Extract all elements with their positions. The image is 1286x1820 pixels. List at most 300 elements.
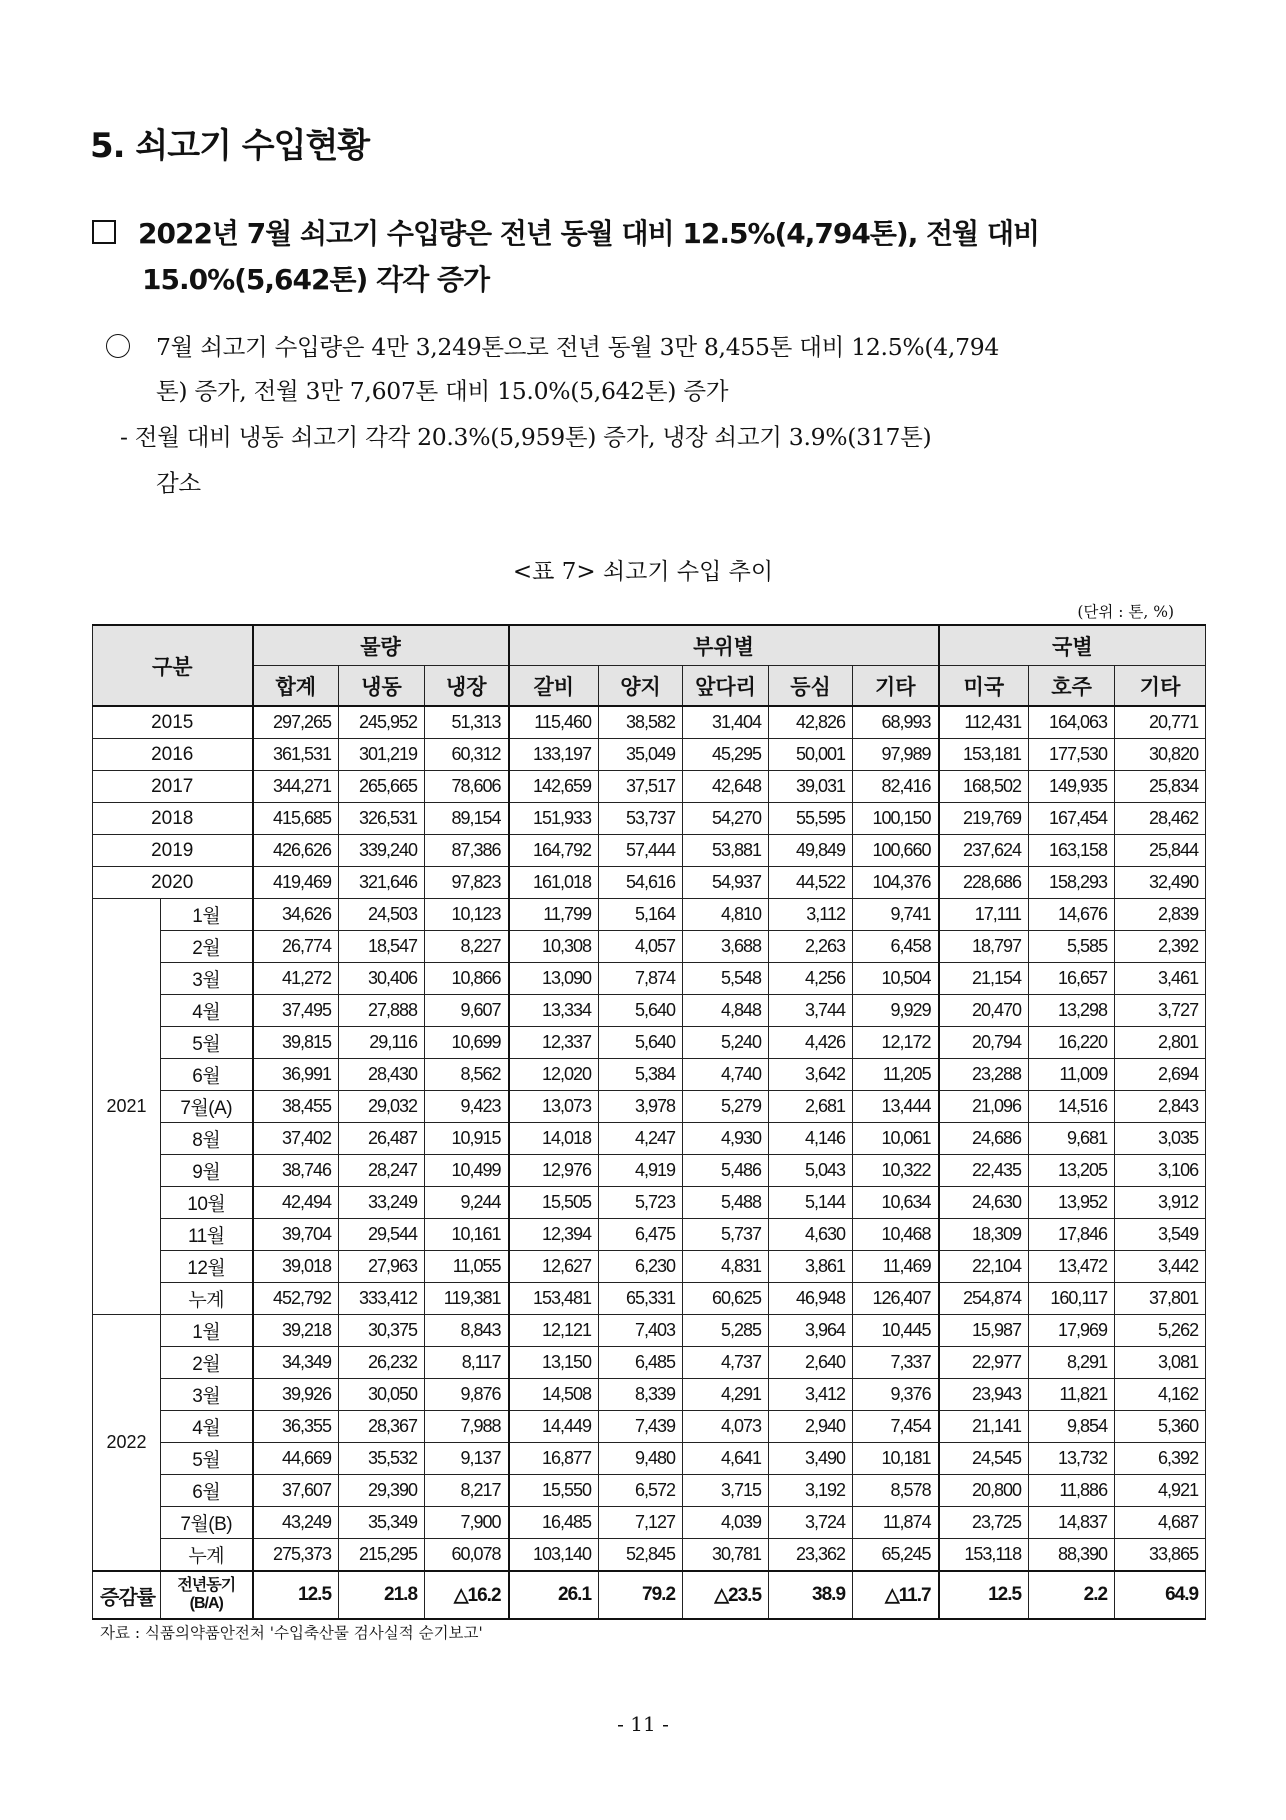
table-caption: <표 7> 쇠고기 수입 추이 (512, 559, 774, 585)
table-cell: 30,820 (1115, 739, 1206, 771)
table-cell: 16,220 (1029, 1027, 1115, 1059)
table-cell: 2.2 (1029, 1571, 1115, 1619)
table-cell: 10,061 (853, 1123, 939, 1155)
table-cell: 24,503 (339, 899, 425, 931)
table-cell: 32,490 (1115, 867, 1206, 899)
table-cell: 6,485 (599, 1347, 683, 1379)
table-cell: 54,270 (683, 803, 769, 835)
table-row (93, 1155, 1206, 1187)
table-cell: 25,834 (1115, 771, 1206, 803)
table-cell: 34,626 (253, 899, 339, 931)
table-cell: 13,952 (1029, 1187, 1115, 1219)
table-row (93, 1219, 1206, 1251)
table-row (93, 931, 1206, 963)
dash-line-1: - 전월 대비 냉동 쇠고기 각각 20.3%(5,959톤) 증가, 냉장 쇠고기 3.9%(317톤) (120, 423, 932, 451)
table-cell: 29,390 (339, 1475, 425, 1507)
table-cell: 12.5 (253, 1571, 339, 1619)
table-cell: 11,009 (1029, 1059, 1115, 1091)
table-cell: 9,244 (425, 1187, 509, 1219)
table-row (93, 1283, 1206, 1315)
row-group-year: 2022 (93, 1315, 161, 1572)
col-header: 앞다리 (683, 666, 769, 707)
table-cell: 24,545 (939, 1443, 1029, 1475)
table-cell: 12,627 (509, 1251, 599, 1283)
row-month-label: 7월(B) (161, 1507, 253, 1539)
table-row (93, 1475, 1206, 1507)
table-cell: 37,607 (253, 1475, 339, 1507)
row-month-label: 11월 (161, 1219, 253, 1251)
table-cell: 23,725 (939, 1507, 1029, 1539)
table-cell: 3,727 (1115, 995, 1206, 1027)
table-cell: 20,771 (1115, 706, 1206, 739)
bullet-paragraph (106, 328, 999, 362)
table-cell: 60,078 (425, 1539, 509, 1572)
table-cell: 38,455 (253, 1091, 339, 1123)
table-cell: 10,445 (853, 1315, 939, 1347)
table-cell: 13,732 (1029, 1443, 1115, 1475)
table-cell: 14,516 (1029, 1091, 1115, 1123)
table-cell: 133,197 (509, 739, 599, 771)
table-cell: 4,630 (769, 1219, 853, 1251)
table-cell: 14,676 (1029, 899, 1115, 931)
table-cell: 4,848 (683, 995, 769, 1027)
summary-headline (92, 212, 1039, 252)
table-cell: 60,312 (425, 739, 509, 771)
table-cell: 4,740 (683, 1059, 769, 1091)
table-cell: 10,161 (425, 1219, 509, 1251)
table-cell: 12.5 (939, 1571, 1029, 1619)
table-cell: 28,430 (339, 1059, 425, 1091)
table-cell: 7,988 (425, 1411, 509, 1443)
table-cell: 39,926 (253, 1379, 339, 1411)
table-cell: 17,111 (939, 899, 1029, 931)
row-month-label: 2월 (161, 931, 253, 963)
table-cell: 3,715 (683, 1475, 769, 1507)
table-cell: 53,881 (683, 835, 769, 867)
table-row (93, 963, 1206, 995)
table-cell: 6,230 (599, 1251, 683, 1283)
table-cell: 7,439 (599, 1411, 683, 1443)
table-cell: 38,582 (599, 706, 683, 739)
table-cell: 126,407 (853, 1283, 939, 1315)
table-row (93, 1027, 1206, 1059)
table-cell: 11,469 (853, 1251, 939, 1283)
table-cell: 9,929 (853, 995, 939, 1027)
section-title: 5. 쇠고기 수입현황 (90, 126, 370, 166)
table-cell: 14,449 (509, 1411, 599, 1443)
table-cell: 297,265 (253, 706, 339, 739)
table-cell: 15,550 (509, 1475, 599, 1507)
row-month-label: 2월 (161, 1347, 253, 1379)
table-cell: 5,164 (599, 899, 683, 931)
header-row-columns (93, 666, 1206, 707)
table-cell: 4,687 (1115, 1507, 1206, 1539)
table-cell: 42,494 (253, 1187, 339, 1219)
table-cell: 164,792 (509, 835, 599, 867)
growth-row (93, 1571, 1206, 1619)
table-cell: 21,096 (939, 1091, 1029, 1123)
row-month-label: 3월 (161, 1379, 253, 1411)
row-month-label: 5월 (161, 1027, 253, 1059)
table-row (93, 1347, 1206, 1379)
table-cell: 11,799 (509, 899, 599, 931)
table-cell: 27,888 (339, 995, 425, 1027)
table-cell: 167,454 (1029, 803, 1115, 835)
table-cell: 5,279 (683, 1091, 769, 1123)
table-cell: 16,485 (509, 1507, 599, 1539)
table-cell: 10,123 (425, 899, 509, 931)
table-cell: 11,886 (1029, 1475, 1115, 1507)
row-month-label: 1월 (161, 899, 253, 931)
table-cell: 7,337 (853, 1347, 939, 1379)
table-cell: 4,810 (683, 899, 769, 931)
table-cell: 13,090 (509, 963, 599, 995)
table-cell: 3,744 (769, 995, 853, 1027)
row-year-label: 2017 (93, 771, 253, 803)
beef-import-table (92, 624, 1206, 1620)
table-cell: 275,373 (253, 1539, 339, 1572)
dash-line-2: 감소 (156, 469, 201, 497)
table-cell: 9,854 (1029, 1411, 1115, 1443)
table-cell: 10,468 (853, 1219, 939, 1251)
table-cell: 8,339 (599, 1379, 683, 1411)
table-cell: 97,823 (425, 867, 509, 899)
table-cell: 18,797 (939, 931, 1029, 963)
table-cell: 14,837 (1029, 1507, 1115, 1539)
table-cell: 5,262 (1115, 1315, 1206, 1347)
table-cell: 119,381 (425, 1283, 509, 1315)
table-cell: 3,549 (1115, 1219, 1206, 1251)
table-cell: 4,919 (599, 1155, 683, 1187)
circle-bullet-icon (106, 334, 130, 358)
table-cell: 42,826 (769, 706, 853, 739)
table-cell: 333,412 (339, 1283, 425, 1315)
table-cell: 15,505 (509, 1187, 599, 1219)
table-cell: 20,470 (939, 995, 1029, 1027)
row-month-label: 3월 (161, 963, 253, 995)
table-cell: 11,821 (1029, 1379, 1115, 1411)
table-cell: 301,219 (339, 739, 425, 771)
table-cell: 6,572 (599, 1475, 683, 1507)
col-header: 냉장 (425, 666, 509, 707)
table-cell: 28,367 (339, 1411, 425, 1443)
table-cell: 4,039 (683, 1507, 769, 1539)
table-row (93, 803, 1206, 835)
table-cell: 4,921 (1115, 1475, 1206, 1507)
table-cell: 3,035 (1115, 1123, 1206, 1155)
row-year-label: 2015 (93, 706, 253, 739)
table-cell: 39,218 (253, 1315, 339, 1347)
table-cell: 52,845 (599, 1539, 683, 1572)
table-cell: 10,699 (425, 1027, 509, 1059)
table-cell: 50,001 (769, 739, 853, 771)
table-cell: 8,578 (853, 1475, 939, 1507)
table-cell: 9,876 (425, 1379, 509, 1411)
table-cell: 228,686 (939, 867, 1029, 899)
table-cell: 3,642 (769, 1059, 853, 1091)
table-cell: 8,217 (425, 1475, 509, 1507)
table-cell: 13,205 (1029, 1155, 1115, 1187)
table-cell: 23,943 (939, 1379, 1029, 1411)
table-cell: 153,181 (939, 739, 1029, 771)
header-row-groups (93, 625, 1206, 666)
table-cell: 361,531 (253, 739, 339, 771)
table-row (93, 1315, 1206, 1347)
table-cell: 87,386 (425, 835, 509, 867)
table-cell: 20,794 (939, 1027, 1029, 1059)
table-cell: 54,616 (599, 867, 683, 899)
table-cell: 4,247 (599, 1123, 683, 1155)
table-cell: 20,800 (939, 1475, 1029, 1507)
table-cell: 60,625 (683, 1283, 769, 1315)
table-cell: 168,502 (939, 771, 1029, 803)
table-cell: 8,117 (425, 1347, 509, 1379)
table-cell: 9,681 (1029, 1123, 1115, 1155)
table-row (93, 1379, 1206, 1411)
table-cell: 39,815 (253, 1027, 339, 1059)
table-cell: 8,562 (425, 1059, 509, 1091)
table-cell: 7,403 (599, 1315, 683, 1347)
table-cell: 5,240 (683, 1027, 769, 1059)
table-cell: 36,991 (253, 1059, 339, 1091)
table-row (93, 1251, 1206, 1283)
row-month-label: 7월(A) (161, 1091, 253, 1123)
table-cell: 26,774 (253, 931, 339, 963)
table-cell: 28,247 (339, 1155, 425, 1187)
header-group-volume: 물량 (253, 625, 509, 666)
table-cell: 14,018 (509, 1123, 599, 1155)
table-row (93, 867, 1206, 899)
table-cell: 9,376 (853, 1379, 939, 1411)
col-header: 등심 (769, 666, 853, 707)
summary-line-2: 15.0%(5,642톤) 각각 증가 (142, 263, 490, 296)
table-cell: 2,681 (769, 1091, 853, 1123)
table-cell: 5,640 (599, 1027, 683, 1059)
table-cell: 10,866 (425, 963, 509, 995)
row-month-label: 1월 (161, 1315, 253, 1347)
table-cell: 10,181 (853, 1443, 939, 1475)
table-cell: 3,688 (683, 931, 769, 963)
table-cell: 30,375 (339, 1315, 425, 1347)
table-cell: 3,192 (769, 1475, 853, 1507)
col-header: 호주 (1029, 666, 1115, 707)
table-cell: 5,488 (683, 1187, 769, 1219)
table-cell: 9,741 (853, 899, 939, 931)
table-cell: 35,349 (339, 1507, 425, 1539)
row-month-label: 12월 (161, 1251, 253, 1283)
table-cell: 2,694 (1115, 1059, 1206, 1091)
table-cell: 3,724 (769, 1507, 853, 1539)
table-cell: 12,172 (853, 1027, 939, 1059)
table-cell: 22,104 (939, 1251, 1029, 1283)
table-cell: 2,640 (769, 1347, 853, 1379)
table-cell: 12,976 (509, 1155, 599, 1187)
table-cell: 5,384 (599, 1059, 683, 1091)
table-cell: 37,517 (599, 771, 683, 803)
header-category: 구분 (93, 625, 253, 706)
table-cell: 5,285 (683, 1315, 769, 1347)
row-year-label: 2019 (93, 835, 253, 867)
table-cell: 4,426 (769, 1027, 853, 1059)
table-cell: 57,444 (599, 835, 683, 867)
table-row (93, 1411, 1206, 1443)
table-cell: 39,031 (769, 771, 853, 803)
table-cell: 28,462 (1115, 803, 1206, 835)
table-cell: 3,964 (769, 1315, 853, 1347)
table-cell: 7,127 (599, 1507, 683, 1539)
table-cell: △11.7 (853, 1571, 939, 1619)
table-cell: 142,659 (509, 771, 599, 803)
table-cell: 5,723 (599, 1187, 683, 1219)
table-cell: 321,646 (339, 867, 425, 899)
table-cell: 326,531 (339, 803, 425, 835)
table-cell: 34,349 (253, 1347, 339, 1379)
table-cell: 21.8 (339, 1571, 425, 1619)
table-row (93, 1059, 1206, 1091)
table-cell: 13,334 (509, 995, 599, 1027)
table-cell: 4,831 (683, 1251, 769, 1283)
table-cell: 9,423 (425, 1091, 509, 1123)
table-cell: 11,205 (853, 1059, 939, 1091)
header-group-part: 부위별 (509, 625, 939, 666)
table-cell: 3,461 (1115, 963, 1206, 995)
table-row (93, 1091, 1206, 1123)
table-cell: 33,249 (339, 1187, 425, 1219)
table-cell: 112,431 (939, 706, 1029, 739)
table-cell: 12,337 (509, 1027, 599, 1059)
table-row (93, 1187, 1206, 1219)
col-header: 기타 (1115, 666, 1206, 707)
table-cell: 8,227 (425, 931, 509, 963)
table-cell: 55,595 (769, 803, 853, 835)
table-cell: 49,849 (769, 835, 853, 867)
row-month-label: 8월 (161, 1123, 253, 1155)
page-number: - 11 - (617, 1712, 669, 1736)
col-header: 합계 (253, 666, 339, 707)
table-cell: 4,073 (683, 1411, 769, 1443)
summary-line-1: 2022년 7월 쇠고기 수입량은 전년 동월 대비 12.5%(4,794톤), 전월 대비 (138, 217, 1040, 250)
table-cell: 39,018 (253, 1251, 339, 1283)
row-month-label: 4월 (161, 995, 253, 1027)
table-cell: 100,660 (853, 835, 939, 867)
table-cell: 5,640 (599, 995, 683, 1027)
table-cell: 7,454 (853, 1411, 939, 1443)
table-cell: 24,686 (939, 1123, 1029, 1155)
table-cell: 153,481 (509, 1283, 599, 1315)
row-year-label: 2020 (93, 867, 253, 899)
row-year-label: 2018 (93, 803, 253, 835)
table-cell: 35,049 (599, 739, 683, 771)
table-cell: 9,480 (599, 1443, 683, 1475)
unit-note: (단위 : 톤, %) (1077, 603, 1174, 621)
bullet-line-1: 7월 쇠고기 수입량은 4만 3,249톤으로 전년 동월 3만 8,455톤 대비 12.5%(4,794 (156, 333, 1000, 361)
table-cell: 10,504 (853, 963, 939, 995)
table-cell: 13,298 (1029, 995, 1115, 1027)
table-cell: 30,050 (339, 1379, 425, 1411)
table-cell: 12,121 (509, 1315, 599, 1347)
table-cell: 13,444 (853, 1091, 939, 1123)
table-cell: 68,993 (853, 706, 939, 739)
table-cell: 10,499 (425, 1155, 509, 1187)
table-row (93, 1507, 1206, 1539)
row-month-label: 누계 (161, 1283, 253, 1315)
table-cell: 13,073 (509, 1091, 599, 1123)
table-cell: 7,874 (599, 963, 683, 995)
table-cell: 17,969 (1029, 1315, 1115, 1347)
table-cell: 16,877 (509, 1443, 599, 1475)
growth-label: 증감률 (93, 1571, 161, 1619)
table-cell: 4,737 (683, 1347, 769, 1379)
table-cell: 344,271 (253, 771, 339, 803)
table-cell: 18,309 (939, 1219, 1029, 1251)
table-cell: 36,355 (253, 1411, 339, 1443)
table-cell: 215,295 (339, 1539, 425, 1572)
col-header: 기타 (853, 666, 939, 707)
table-cell: 82,416 (853, 771, 939, 803)
table-cell: 9,137 (425, 1443, 509, 1475)
table-cell: 21,154 (939, 963, 1029, 995)
table-cell: 51,313 (425, 706, 509, 739)
table-cell: 12,394 (509, 1219, 599, 1251)
col-header: 갈비 (509, 666, 599, 707)
table-cell: 163,158 (1029, 835, 1115, 867)
table-cell: 254,874 (939, 1283, 1029, 1315)
table-cell: 8,291 (1029, 1347, 1115, 1379)
row-month-label: 누계 (161, 1539, 253, 1572)
table-cell: 5,360 (1115, 1411, 1206, 1443)
table-cell: 29,032 (339, 1091, 425, 1123)
table-cell: 426,626 (253, 835, 339, 867)
table-cell: 89,154 (425, 803, 509, 835)
table-cell: 78,606 (425, 771, 509, 803)
table-cell: 7,900 (425, 1507, 509, 1539)
table-cell: △23.5 (683, 1571, 769, 1619)
table-cell: 3,912 (1115, 1187, 1206, 1219)
table-cell: 13,150 (509, 1347, 599, 1379)
table-cell: 29,544 (339, 1219, 425, 1251)
table-cell: 5,548 (683, 963, 769, 995)
col-header: 양지 (599, 666, 683, 707)
table-cell: 265,665 (339, 771, 425, 803)
table-cell: 24,630 (939, 1187, 1029, 1219)
table-cell: 64.9 (1115, 1571, 1206, 1619)
table-cell: 18,547 (339, 931, 425, 963)
table-cell: 3,112 (769, 899, 853, 931)
col-header: 냉동 (339, 666, 425, 707)
table-cell: 35,532 (339, 1443, 425, 1475)
table-cell: 103,140 (509, 1539, 599, 1572)
table-cell: 14,508 (509, 1379, 599, 1411)
source-note: 자료 : 식품의약품안전처 '수입축산물 검사실적 순기보고' (100, 1624, 483, 1642)
table-cell: 16,657 (1029, 963, 1115, 995)
table-row (93, 1443, 1206, 1475)
growth-sub-label-line-2: (B/A) (189, 1595, 223, 1612)
table-cell: 2,839 (1115, 899, 1206, 931)
table-cell: 41,272 (253, 963, 339, 995)
growth-sub-label-line-1: 전년동기 (177, 1577, 236, 1594)
table-cell: △16.2 (425, 1571, 509, 1619)
table-row (93, 706, 1206, 739)
table-cell: 11,055 (425, 1251, 509, 1283)
table-cell: 29,116 (339, 1027, 425, 1059)
table-cell: 11,874 (853, 1507, 939, 1539)
table-cell: 9,607 (425, 995, 509, 1027)
table-cell: 2,801 (1115, 1027, 1206, 1059)
table-cell: 26.1 (509, 1571, 599, 1619)
table-cell: 3,442 (1115, 1251, 1206, 1283)
table-cell: 161,018 (509, 867, 599, 899)
table-cell: 30,406 (339, 963, 425, 995)
